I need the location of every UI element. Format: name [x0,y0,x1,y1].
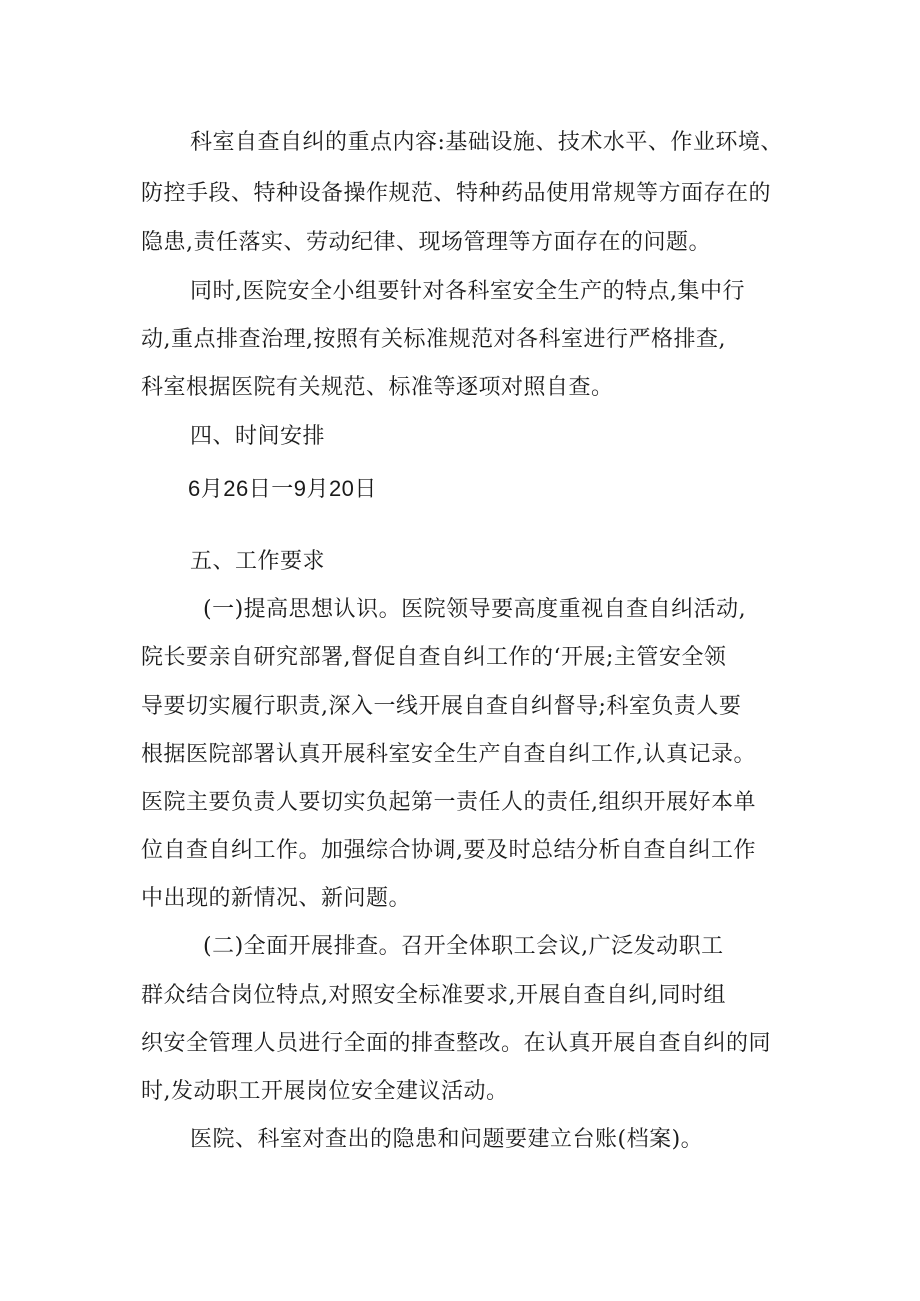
item-2-line-2: 群众结合岗位特点,对照安全标准要求,开展自查自纠,同时组 [141,983,726,1008]
item-1-line-2: 院长要亲自研究部署,督促自查自纠工作的‘开展;主管安全领 [141,645,727,670]
paragraph-1-line-3: 隐患,责任落实、劳动纪律、现场管理等方面存在的问题。 [141,230,711,255]
item-2-line-3: 织安全管理人员进行全面的排查整改。在认真开展自查自纠的同 [141,1031,772,1056]
paragraph-1-line-2: 防控手段、特种设备操作规范、特种药品使用常规等方面存在的 [141,181,772,206]
section-4-heading: 四、时间安排 [190,424,326,449]
item-1-line-3: 导要切实履行职责,深入一线开展自查自纠督导;科室负责人要 [141,694,742,719]
section-5-heading: 五、工作要求 [190,549,326,574]
date-range: 6月26日一9月20日 [188,476,377,501]
paragraph-2-line-2: 动,重点排查治理,按照有关标准规范对各科室进行严格排查, [141,327,726,352]
item-1-line-6: 位自查自纠工作。加强综合协调,要及时总结分析自查自纠工作 [141,838,756,863]
closing-line: 医院、科室对查出的隐患和问题要建立台账(档案)。 [190,1127,704,1152]
item-1-line-4: 根据医院部署认真开展科室安全生产自查自纠工作,认真记录。 [141,742,756,767]
item-2-line-1: (二)全面开展排查。召开全体职工会议,广泛发动职工 [203,934,724,959]
item-1-line-5: 医院主要负责人要切实负起第一责任人的责任,组织开展好本单 [141,790,756,815]
item-2-line-4: 时,发动职工开展岗位安全建议活动。 [141,1079,509,1104]
item-1-line-7: 中出现的新情况、新问题。 [141,886,412,911]
paragraph-2-line-1: 同时,医院安全小组要针对各科室安全生产的特点,集中行 [190,279,745,304]
paragraph-2-line-3: 科室根据医院有关规范、标准等逐项对照自查。 [141,375,614,400]
paragraph-1-line-1: 科室自查自纠的重点内容:基础设施、技术水平、作业环境、 [190,130,783,155]
item-1-line-1: (一)提高思想认识。医院领导要高度重视自查自纠活动, [203,597,747,622]
